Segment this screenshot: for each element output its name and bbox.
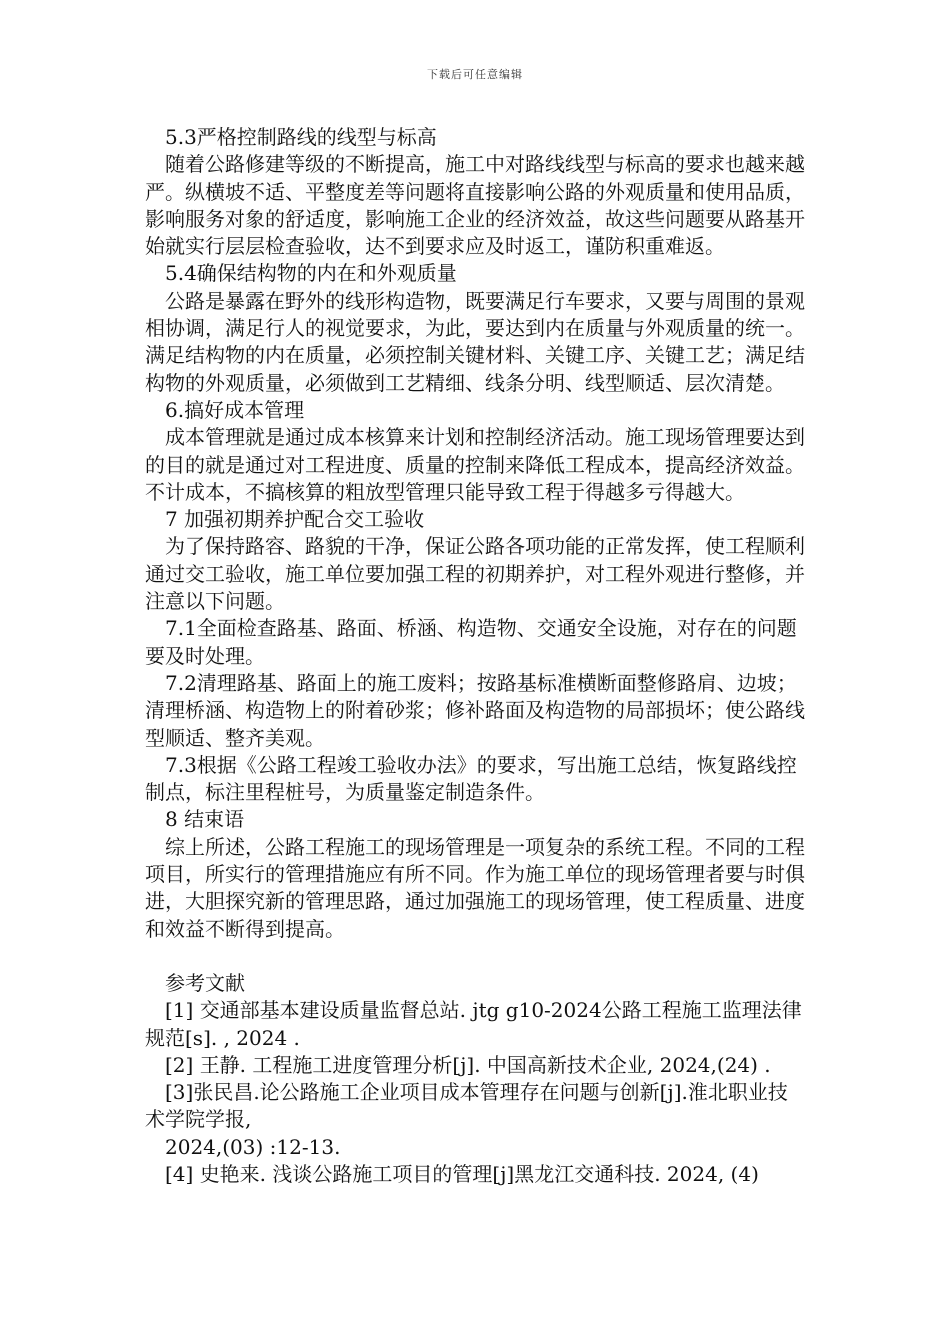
section-heading-5-4: 5.4确保结构物的内在和外观质量 [165, 261, 457, 286]
blank-line [145, 943, 805, 970]
item-7-2: 7.2清理路基、路面上的施工废料；按路基标准横断面整修路肩、边坡；清理桥涵、构造物上的附着砂浆；修补路面及构造物的局部损坏；使公路线型顺适、整齐美观。 [145, 670, 805, 750]
page-header-note: 下载后可任意编辑 [427, 68, 523, 81]
references-title: 参考文献 [165, 970, 245, 995]
reference-item-3-continued: 2024,(03) :12-13. [165, 1134, 341, 1159]
reference-item-2: [2] 王静. 工程施工进度管理分析[j]. 中国高新技术企业, 2024,(24) . [165, 1052, 771, 1077]
paragraph-8: 综上所述，公路工程施工的现场管理是一项复杂的系统工程。不同的工程项目，所实行的管理措施应有所不同。作为施工单位的现场管理者要与时俱进，大胆探究新的管理思路，通过加强施工的现场管理，使工程质量、进度和效益不断得到提高。 [145, 834, 805, 941]
section-heading-7: 7 加强初期养护配合交工验收 [165, 507, 425, 532]
document-body [145, 124, 805, 1188]
item-7-3: 7.3根据《公路工程竣工验收办法》的要求，写出施工总结，恢复路线控制点，标注里程桩号，为质量鉴定制造条件。 [145, 752, 797, 805]
section-heading-6: 6.搞好成本管理 [165, 397, 305, 422]
section-heading-5-3: 5.3严格控制路线的线型与标高 [165, 125, 437, 149]
paragraph-5-4: 公路是暴露在野外的线形构造物，既要满足行车要求，又要与周围的景观相协调，满足行人的视觉要求，为此，要达到内在质量与外观质量的统一。满足结构物的内在质量，必须控制关键材料、关键工序、关键工艺；满足结构物的外观质量，必须做到工艺精细、线条分明、线型顺适、层次清楚。 [145, 288, 805, 395]
section-heading-8: 8 结束语 [165, 807, 245, 832]
paragraph-7: 为了保持路容、路貌的干净，保证公路各项功能的正常发挥，使工程顺利通过交工验收，施工单位要加强工程的初期养护，对工程外观进行整修，并注意以下问题。 [145, 534, 805, 614]
reference-item-3: [3]张民昌.论公路施工企业项目成本管理存在问题与创新[j].淮北职业技术学院学报, [145, 1080, 788, 1132]
item-7-1: 7.1全面检查路基、路面、桥涵、构造物、交通安全设施，对存在的问题要及时处理。 [145, 616, 797, 668]
paragraph-6: 成本管理就是通过成本核算来计划和控制经济活动。施工现场管理要达到的目的就是通过对工程进度、质量的控制来降低工程成本，提高经济效益。不计成本，不搞核算的粗放型管理只能导致工程于得越多亏得越大。 [145, 425, 805, 504]
reference-item-4: [4] 史艳来. 浅谈公路施工项目的管理[j]黑龙江交通科技. 2024, (4) [165, 1161, 759, 1186]
paragraph-5-3: 随着公路修建等级的不断提高，施工中对路线线型与标高的要求也越来越严。纵横坡不适、平整度差等问题将直接影响公路的外观质量和使用品质，影响服务对象的舒适度，影响施工企业的经济效益，故这些问题要从路基开始就实行层层检查验收，达不到要求应及时返工，谨防积重难返。 [145, 152, 805, 259]
reference-item-1: [1] 交通部基本建设质量监督总站. jtg g10-2024公路工程施工监理法律规范[s]. , 2024 . [145, 998, 802, 1050]
